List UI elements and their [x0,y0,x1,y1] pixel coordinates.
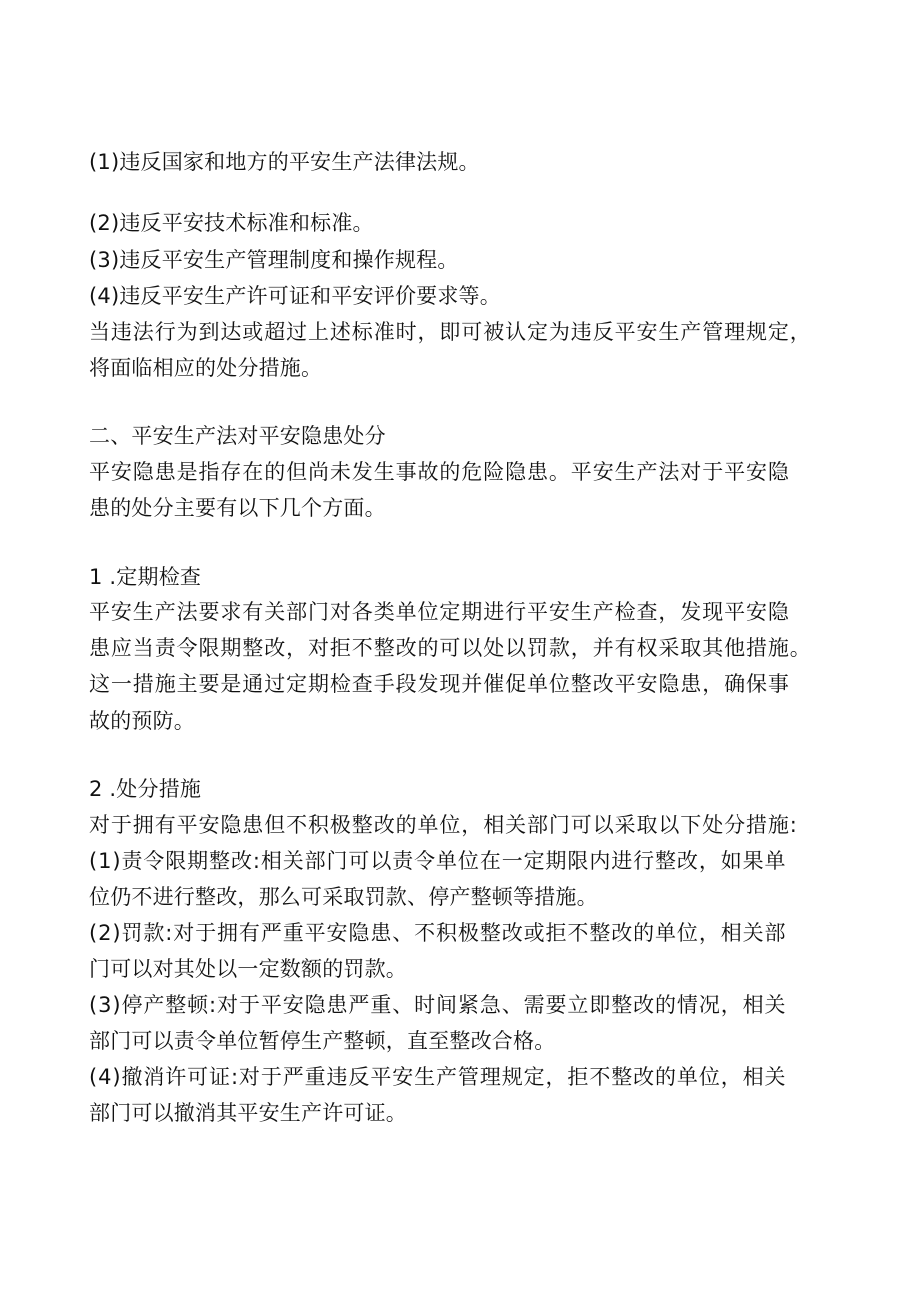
paragraph-line: 将面临相应的处分措施。 [89,356,323,380]
paragraph-line: 患应当责令限期整改，对拒不整改的可以处以罚款，并有权采取其他措施。 [89,636,812,660]
list-item-line: (4)撤消许可证:对于严重违反平安生产管理规定，拒不整改的单位，相关 [89,1065,787,1089]
list-item-line: (3)停产整顿:对于平安隐患严重、时间紧急、需要立即整改的情况，相关 [89,993,787,1017]
subsection-heading: 2 .处分措施 [89,777,202,801]
paragraph-line: 故的预防。 [89,709,195,733]
list-item-line: 门可以对其处以一定数额的罚款。 [89,957,407,981]
paragraph-line: 平安生产法要求有关部门对各类单位定期进行平安生产检查，发现平安隐 [89,600,790,624]
paragraph-line: 患的处分主要有以下几个方面。 [89,496,386,520]
list-item-line: 部门可以撤消其平安生产许可证。 [89,1101,407,1125]
list-item-4: (4)违反平安生产许可证和平安评价要求等。 [89,284,501,308]
subsection-heading: 1 .定期检查 [89,565,202,589]
list-item-line: 部门可以责令单位暂停生产整顿，直至整改合格。 [89,1029,556,1053]
paragraph-line: 对于拥有平安隐患但不积极整改的单位，相关部门可以采取以下处分措施: [89,813,798,837]
list-item-2: (2)违反平安技术标准和标准。 [89,211,374,235]
paragraph-line: 这一措施主要是通过定期检查手段发现并催促单位整改平安隐患，确保事 [89,672,790,696]
list-item-1: (1)违反国家和地方的平安生产法律法规。 [89,150,480,174]
list-item-line: 位仍不进行整改，那么可采取罚款、停产整顿等措施。 [89,885,598,909]
paragraph-line: 平安隐患是指存在的但尚未发生事故的危险隐患。平安生产法对于平安隐 [89,460,790,484]
section-heading: 二、平安生产法对平安隐患处分 [89,424,386,448]
list-item-line: (1)责令限期整改:相关部门可以责令单位在一定期限内进行整改，如果单 [89,849,787,873]
paragraph-line: 当违法行为到达或超过上述标准时，即可被认定为违反平安生产管理规定， [89,320,812,344]
list-item-line: (2)罚款:对于拥有严重平安隐患、不积极整改或拒不整改的单位，相关部 [89,921,787,945]
list-item-3: (3)违反平安生产管理制度和操作规程。 [89,248,459,272]
